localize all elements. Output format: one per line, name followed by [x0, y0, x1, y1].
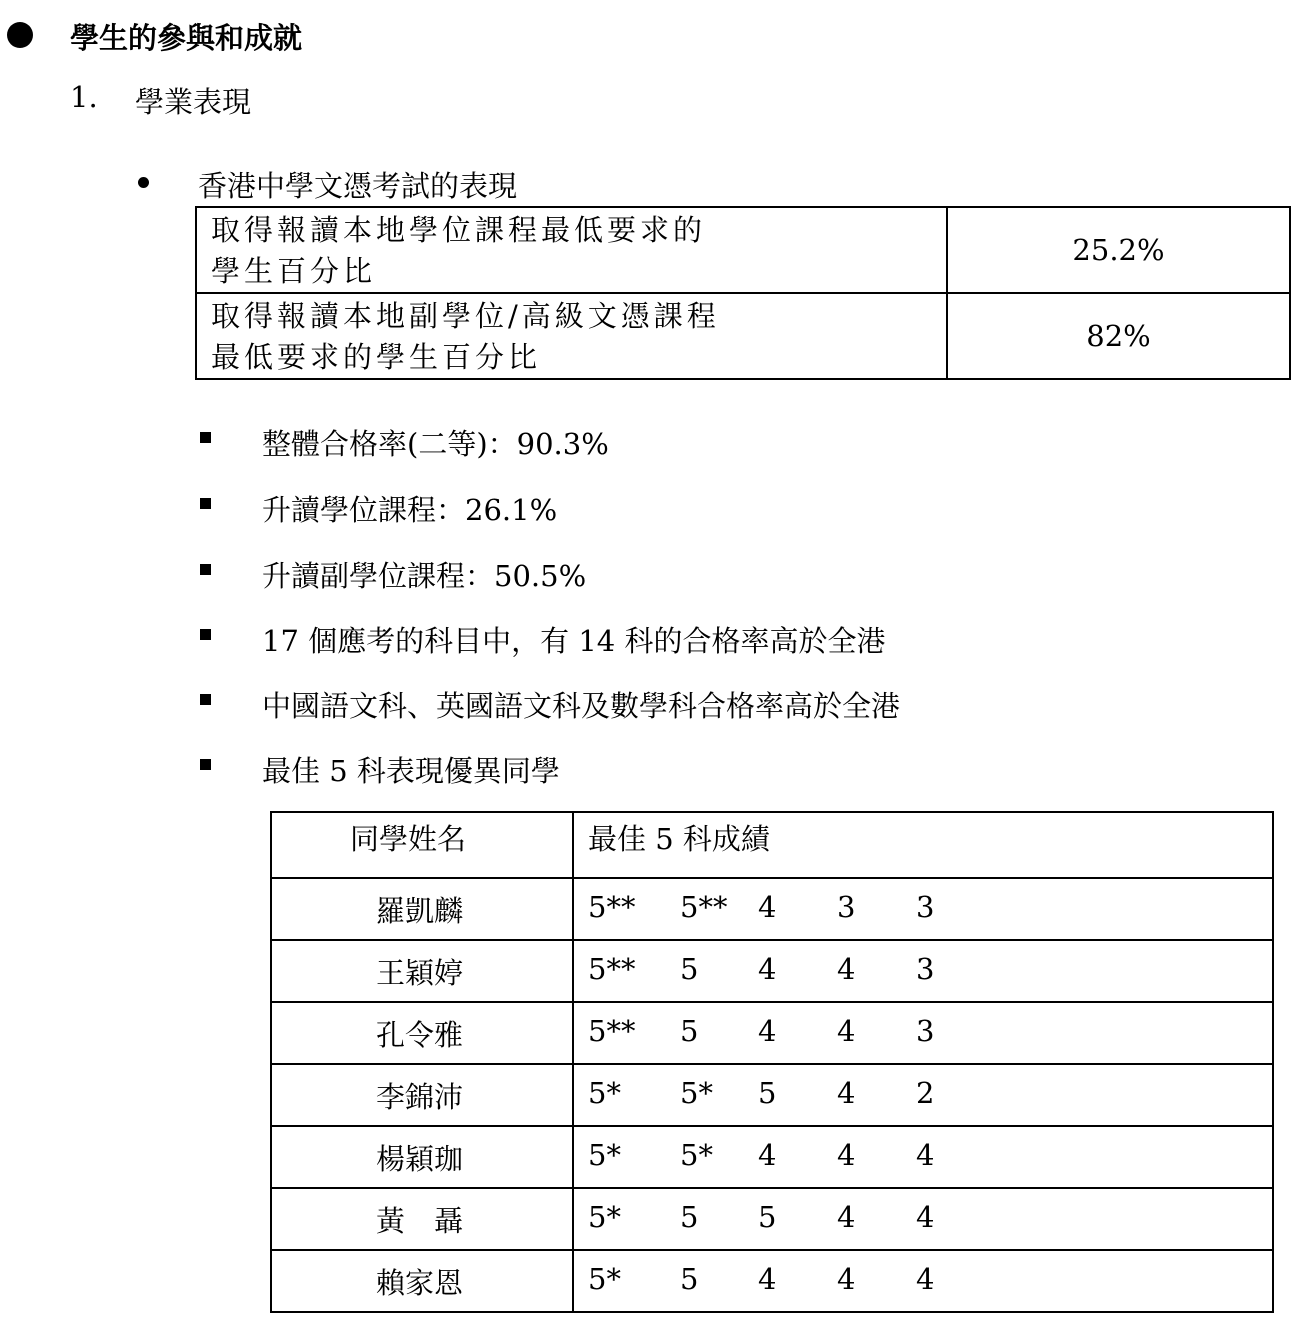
sub-section-title: 學業表現	[135, 85, 252, 119]
dse-label-line: 取得報讀本地學位課程最低要求的	[211, 213, 707, 247]
dse-table	[195, 206, 1291, 380]
dse-label-line: 學生百分比	[211, 254, 377, 288]
student-name: 羅凱麟	[271, 878, 573, 940]
header-results: 最佳 5 科成績	[573, 812, 1273, 878]
student-name: 李錦沛	[271, 1064, 573, 1126]
dse-label-line: 取得報讀本地副學位/高級文憑課程	[211, 299, 720, 333]
dse-heading: 香港中學文憑考試的表現	[198, 169, 518, 203]
grade: 5	[758, 1075, 777, 1110]
square-bullet-icon	[200, 432, 211, 443]
grade: 5**	[588, 1013, 636, 1048]
table-row	[271, 940, 1273, 1002]
sub-section-number: 1.	[70, 80, 98, 114]
table-row	[271, 1250, 1273, 1312]
student-grades	[573, 1126, 1273, 1188]
grade: 5*	[588, 1261, 621, 1296]
grade: 4	[758, 889, 777, 924]
bullet-sub-degree: 升讀副學位課程：50.5%	[262, 559, 587, 593]
grade: 4	[758, 1137, 777, 1172]
grade: 5	[680, 951, 699, 986]
grade: 3	[837, 889, 856, 924]
dse-label-cell	[196, 207, 947, 293]
dse-label-line: 最低要求的學生百分比	[211, 340, 542, 374]
grade: 4	[758, 1013, 777, 1048]
dse-value-cell: 82%	[947, 293, 1290, 379]
header-name: 同學姓名	[271, 812, 573, 878]
grade: 4	[758, 1261, 777, 1296]
grade: 4	[837, 1075, 856, 1110]
grade: 5*	[680, 1137, 713, 1172]
student-name: 王穎婷	[271, 940, 573, 1002]
square-bullet-icon	[200, 629, 211, 640]
dse-label-cell	[196, 293, 947, 379]
student-name: 孔令雅	[271, 1002, 573, 1064]
grade: 5**	[680, 889, 728, 924]
grade: 5*	[680, 1075, 713, 1110]
grade: 5*	[588, 1075, 621, 1110]
grade: 4	[837, 951, 856, 986]
grade: 4	[758, 951, 777, 986]
grade: 5*	[588, 1199, 621, 1234]
section-bullet-icon	[7, 22, 33, 48]
table-row	[271, 1188, 1273, 1250]
table-row	[196, 293, 1290, 379]
square-bullet-icon	[200, 564, 211, 575]
student-grades	[573, 1002, 1273, 1064]
grade: 3	[916, 1013, 935, 1048]
student-name: 楊穎珈	[271, 1126, 573, 1188]
student-grades	[573, 940, 1273, 1002]
grade: 4	[916, 1199, 935, 1234]
grade: 5	[680, 1013, 699, 1048]
student-grades	[573, 1188, 1273, 1250]
grade: 2	[916, 1075, 935, 1110]
square-bullet-icon	[200, 759, 211, 770]
bullet-pass-rate: 整體合格率(二等)：90.3%	[262, 427, 609, 461]
grade: 5	[680, 1261, 699, 1296]
grade: 4	[837, 1261, 856, 1296]
student-grades	[573, 1064, 1273, 1126]
grade: 5*	[588, 1137, 621, 1172]
table-header-row	[271, 812, 1273, 878]
dse-bullet-icon	[138, 177, 149, 188]
best5-table	[270, 811, 1274, 1313]
grade: 5**	[588, 889, 636, 924]
student-grades	[573, 878, 1273, 940]
table-row	[196, 207, 1290, 293]
student-name: 黃 聶	[271, 1188, 573, 1250]
grade: 3	[916, 889, 935, 924]
table-row	[271, 1002, 1273, 1064]
square-bullet-icon	[200, 498, 211, 509]
dse-value-cell: 25.2%	[947, 207, 1290, 293]
grade: 4	[837, 1199, 856, 1234]
grade: 4	[837, 1013, 856, 1048]
bullet-best5: 最佳 5 科表現優異同學	[262, 754, 560, 788]
grade: 4	[916, 1261, 935, 1296]
table-row	[271, 1126, 1273, 1188]
grade: 5	[680, 1199, 699, 1234]
grade: 3	[916, 951, 935, 986]
bullet-core-subjects: 中國語文科、英國語文科及數學科合格率高於全港	[262, 689, 901, 723]
grade: 5**	[588, 951, 636, 986]
table-row	[271, 878, 1273, 940]
grade: 4	[837, 1137, 856, 1172]
student-name: 賴家恩	[271, 1250, 573, 1312]
table-row	[271, 1064, 1273, 1126]
bullet-subjects: 17 個應考的科目中，有 14 科的合格率高於全港	[262, 624, 886, 658]
grade: 5	[758, 1199, 777, 1234]
section-title: 學生的參與和成就	[70, 21, 303, 55]
student-grades	[573, 1250, 1273, 1312]
bullet-degree: 升讀學位課程：26.1%	[262, 493, 558, 527]
square-bullet-icon	[200, 694, 211, 705]
grade: 4	[916, 1137, 935, 1172]
